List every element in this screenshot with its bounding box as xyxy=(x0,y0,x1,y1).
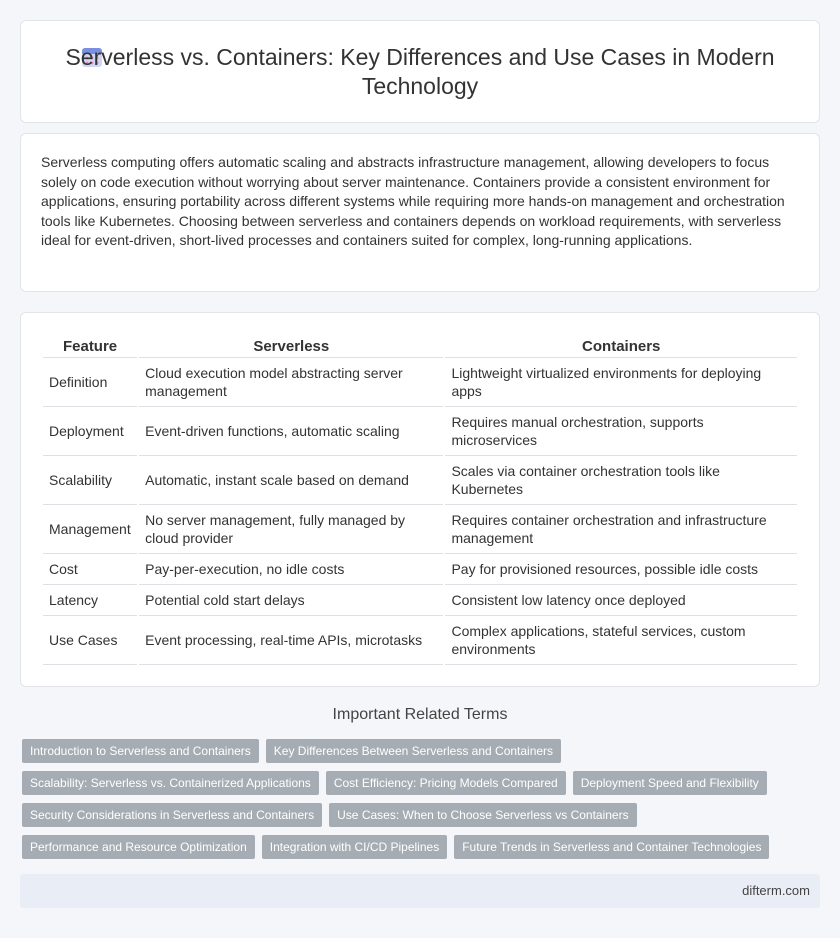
serverless-cell: No server management, fully managed by cloud provider xyxy=(139,505,443,554)
feature-cell: Use Cases xyxy=(43,616,137,665)
feature-cell: Scalability xyxy=(43,456,137,505)
related-term-tag[interactable]: Cost Efficiency: Pricing Models Compared xyxy=(326,771,566,795)
table-row xyxy=(43,585,797,616)
table-row xyxy=(43,505,797,554)
containers-cell: Requires container orchestration and infrastructure management xyxy=(445,505,797,554)
related-terms-title: Important Related Terms xyxy=(332,706,508,723)
related-term-tag[interactable]: Key Differences Between Serverless and Containers xyxy=(266,739,561,763)
feature-cell: Management xyxy=(43,505,137,554)
header-feature: Feature xyxy=(43,333,137,358)
header-serverless: Serverless xyxy=(139,333,443,358)
serverless-cell: Pay-per-execution, no idle costs xyxy=(139,554,443,585)
serverless-cell: Event processing, real-time APIs, microtasks xyxy=(139,616,443,665)
related-term-tag[interactable]: Deployment Speed and Flexibility xyxy=(573,771,767,795)
feature-cell: Latency xyxy=(43,585,137,616)
comparison-table xyxy=(41,333,799,665)
feature-cell: Cost xyxy=(43,554,137,585)
serverless-cell: Cloud execution model abstracting server management xyxy=(139,358,443,407)
footer xyxy=(20,874,820,908)
related-term-tag[interactable]: Integration with CI/CD Pipelines xyxy=(262,835,447,859)
related-term-tag[interactable]: Use Cases: When to Choose Serverless vs Containers xyxy=(329,803,636,827)
table-row xyxy=(43,407,797,456)
intro-text: Serverless computing offers automatic scaling and abstracts infrastructure management, allowing developers to focus solely on code execution without worrying about server maintenance. Containers provide a consistent environment for applications, ensuring portability across different systems while requiring more hands-on management and orchestration tools like Kubernetes. Choosing between serverless and containers depends on workload requirements, with serverless ideal for event-driven, short-lived processes and containers suited for complex, long-running applications. xyxy=(41,154,785,248)
serverless-cell: Automatic, instant scale based on demand xyxy=(139,456,443,505)
table-header-row xyxy=(43,333,797,358)
containers-cell: Complex applications, stateful services, custom environments xyxy=(445,616,797,665)
feature-cell: Definition xyxy=(43,358,137,407)
related-term-tag[interactable]: Scalability: Serverless vs. Containerized Applications xyxy=(22,771,319,795)
related-terms-list xyxy=(22,739,812,867)
table-row xyxy=(43,358,797,407)
tag-row xyxy=(22,835,812,859)
containers-cell: Lightweight virtualized environments for deploying apps xyxy=(445,358,797,407)
containers-cell: Scales via container orchestration tools like Kubernetes xyxy=(445,456,797,505)
containers-cell: Pay for provisioned resources, possible idle costs xyxy=(445,554,797,585)
intro-card xyxy=(20,133,820,292)
feature-cell: Deployment xyxy=(43,407,137,456)
comparison-card xyxy=(20,312,820,687)
table-row xyxy=(43,456,797,505)
header-containers: Containers xyxy=(445,333,797,358)
related-term-tag[interactable]: Performance and Resource Optimization xyxy=(22,835,255,859)
tag-row xyxy=(22,771,812,795)
related-term-tag[interactable]: Introduction to Serverless and Containers xyxy=(22,739,259,763)
containers-cell: Requires manual orchestration, supports microservices xyxy=(445,407,797,456)
tag-row xyxy=(22,739,812,763)
table-row xyxy=(43,554,797,585)
footer-site-link[interactable]: difterm.com xyxy=(742,883,810,898)
table-row xyxy=(43,616,797,665)
related-term-tag[interactable]: Future Trends in Serverless and Container Technologies xyxy=(454,835,769,859)
tag-row xyxy=(22,803,812,827)
serverless-cell: Event-driven functions, automatic scaling xyxy=(139,407,443,456)
related-term-tag[interactable]: Security Considerations in Serverless and Containers xyxy=(22,803,322,827)
serverless-cell: Potential cold start delays xyxy=(139,585,443,616)
page-title: Serverless vs. Containers: Key Differences and Use Cases in Modern Technology xyxy=(65,44,775,99)
header-card xyxy=(20,20,820,123)
containers-cell: Consistent low latency once deployed xyxy=(445,585,797,616)
